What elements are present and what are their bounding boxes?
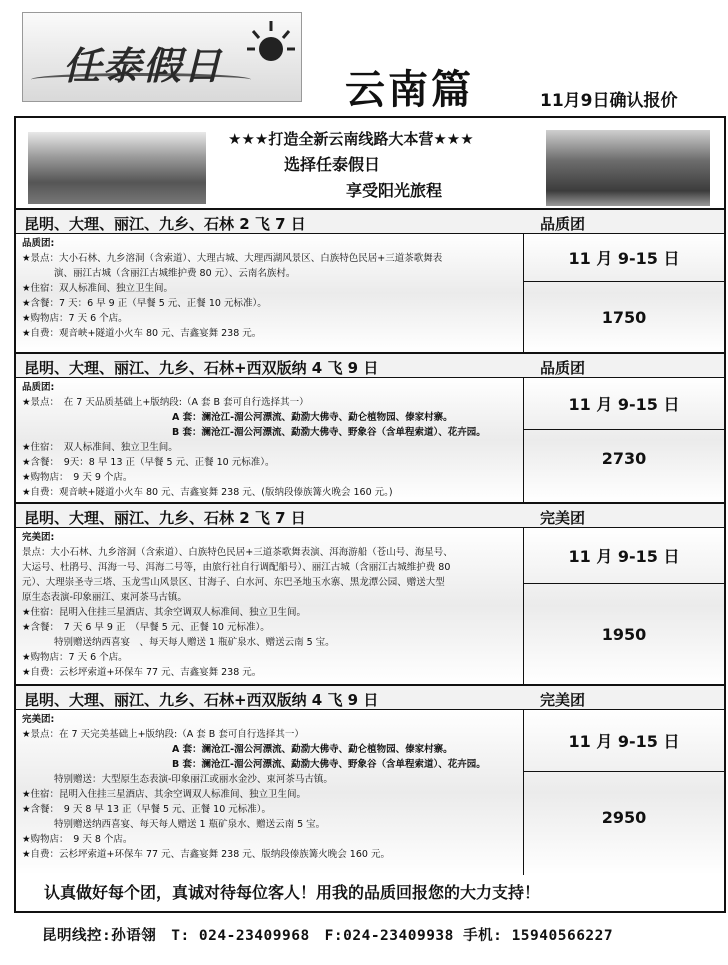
detail-line: ★住宿：双人标准间、独立卫生间。	[22, 283, 174, 294]
price: 1750	[601, 307, 647, 327]
price: 2730	[601, 448, 647, 468]
route-type: 完美团	[540, 509, 586, 527]
route-body	[16, 234, 724, 352]
detail-line: ★自费：云杉坪索道+环保车 77 元、吉鑫宴舞 238 元。	[22, 667, 262, 678]
detail-line: ★住宿：昆明入住挂三星酒店、其余空调双人标准间、独立卫生间。	[22, 789, 307, 800]
detail-line: 大运号、杜鹃号、洱海一号、洱海二号等，由旅行社自行调配船号）、丽江古城（含丽江古城维护费 80	[22, 562, 451, 573]
price-column	[524, 234, 724, 352]
route-header	[16, 208, 724, 234]
detail-line: ★含餐： 9天：8 早 13 正（早餐 5 元、正餐 10 元标准）。	[22, 457, 275, 468]
detail-line: ★住宿： 双人标准间、独立卫生间。	[22, 442, 178, 453]
itinerary-frame	[14, 116, 726, 913]
sun-icon	[245, 19, 297, 71]
contact-info: 昆明线控:孙语翎 T: 024-23409968 F:024-23409938 手机: 15940566227	[42, 928, 614, 944]
route-type: 完美团	[540, 691, 586, 709]
detail-line: ★含餐： 9 天 8 早 13 正（早餐 5 元、正餐 10 元标准）。	[22, 804, 272, 815]
banner	[16, 118, 724, 208]
detail-line: B 套：澜沧江-湄公河漂流、勐泐大佛寺、野象谷（含单程索道）、花卉园。	[172, 759, 486, 770]
route-details	[16, 378, 524, 502]
detail-line: 品质团:	[22, 238, 55, 249]
price-column	[524, 378, 724, 502]
detail-line: 完美团:	[22, 714, 55, 725]
departure-dates: 11 月 9-15 日	[524, 710, 724, 772]
route-header	[16, 502, 724, 528]
detail-line: A 套：澜沧江-湄公河漂流、勐泐大佛寺、勐仑植物园、傣家村寨。	[172, 744, 453, 755]
route-section	[16, 352, 724, 502]
detail-line: ★自费：观音峡+隧道小火车 80 元、吉鑫宴舞 238 元。	[22, 328, 262, 339]
detail-line: 元）、大理崇圣寺三塔、玉龙雪山风景区、甘海子、白水河、东巴圣地玉水寨、黑龙潭公园、赠送大型	[22, 577, 445, 588]
banner-slogan-3: 享受阳光旅程	[346, 181, 443, 200]
route-body	[16, 378, 724, 502]
detail-line: 特别赠送纳西喜宴 、每天每人赠送 1 瓶矿泉水、赠送云南 5 宝。	[54, 637, 335, 648]
route-header	[16, 352, 724, 378]
detail-line: B 套：澜沧江-湄公河漂流、勐泐大佛寺、野象谷（含单程索道）、花卉园。	[172, 427, 486, 438]
route-title: 昆明、大理、丽江、九乡、石林 2 飞 7 日	[24, 509, 306, 527]
detail-line: ★购物店： 9 天 8 个店。	[22, 834, 133, 845]
route-type: 品质团	[540, 215, 586, 233]
route-title: 昆明、大理、丽江、九乡、石林+西双版纳 4 飞 9 日	[24, 359, 379, 377]
route-title: 昆明、大理、丽江、九乡、石林 2 飞 7 日	[24, 215, 306, 233]
route-details	[16, 710, 524, 875]
route-section	[16, 502, 724, 684]
detail-line: ★自费：观音峡+隧道小火车 80 元、吉鑫宴舞 238 元、(版纳段傣族篝火晚会 160 元。)	[22, 487, 393, 498]
detail-line: ★景点：在 7 天完美基础上+版纳段:（A 套 B 套可自行选择其一）	[22, 729, 304, 740]
route-details	[16, 234, 524, 352]
price: 1950	[601, 624, 647, 644]
price: 2950	[601, 807, 647, 827]
price-column	[524, 528, 724, 684]
footer-slogan: 认真做好每个团，真诚对待每位客人！用我的品质回报您的大力支持！	[44, 883, 541, 902]
old-town-photo	[546, 130, 710, 206]
route-details	[16, 528, 524, 684]
detail-line: 景点：大小石林、九乡溶洞（含索道）、白族特色民居+三道茶歌舞表演、洱海游船（苍山号、海星号、	[22, 547, 453, 558]
detail-line: ★含餐：7 天：6 早 9 正（早餐 5 元、正餐 10 元标准）。	[22, 298, 267, 309]
price-column	[524, 710, 724, 875]
detail-line: 演、丽江古城（含丽江古城维护费 80 元）、云南名族村。	[54, 268, 296, 279]
stone-forest-photo	[28, 132, 206, 204]
detail-line: ★购物店： 9 天 9 个店。	[22, 472, 133, 483]
departure-dates: 11 月 9-15 日	[524, 528, 724, 584]
detail-line: A 套：澜沧江-湄公河漂流、勐泐大佛寺、勐仑植物园、傣家村寨。	[172, 412, 453, 423]
route-section	[16, 684, 724, 875]
company-logo	[22, 12, 302, 102]
route-type: 品质团	[540, 359, 586, 377]
header	[0, 0, 728, 116]
detail-line: ★景点：大小石林、九乡溶洞（含索道）、大理古城、大理西湖风景区、白族特色民居+三道茶歌舞表	[22, 253, 443, 264]
detail-line: 特别赠送纳西喜宴、每天每人赠送 1 瓶矿泉水、赠送云南 5 宝。	[54, 819, 326, 830]
detail-line: ★购物店：7 天 6 个店。	[22, 652, 128, 663]
route-title: 昆明、大理、丽江、九乡、石林+西双版纳 4 飞 9 日	[24, 691, 379, 709]
detail-line: ★自费：云杉坪索道+环保车 77 元、吉鑫宴舞 238 元、版纳段傣族篝火晚会 160 元。	[22, 849, 390, 860]
detail-line: ★含餐： 7 天 6 早 9 正 （早餐 5 元、正餐 10 元标准）。	[22, 622, 270, 633]
detail-line: 特别赠送：大型原生态表演-印象丽江或丽水金沙、束河茶马古镇。	[54, 774, 333, 785]
quote-date: 11月9日确认报价	[540, 91, 678, 111]
banner-slogan-2: 选择任泰假日	[284, 155, 381, 174]
logo-text: 任泰假日	[63, 43, 224, 88]
detail-line: ★购物店：7 天 6 个店。	[22, 313, 128, 324]
detail-line: ★住宿：昆明入住挂三星酒店、其余空调双人标准间、独立卫生间。	[22, 607, 307, 618]
banner-slogan-1: ★★★打造全新云南线路大本营★★★	[228, 130, 474, 148]
departure-dates: 11 月 9-15 日	[524, 234, 724, 282]
route-section	[16, 208, 724, 352]
detail-line: 完美团:	[22, 532, 55, 543]
departure-dates: 11 月 9-15 日	[524, 378, 724, 430]
detail-line: 品质团:	[22, 382, 55, 393]
page-title: 云南篇	[345, 67, 474, 113]
detail-line: ★景点： 在 7 天品质基础上+版纳段:（A 套 B 套可自行选择其一）	[22, 397, 309, 408]
route-body	[16, 528, 724, 684]
detail-line: 原生态表演-印象丽江、束河茶马古镇。	[22, 592, 187, 603]
route-header	[16, 684, 724, 710]
route-body	[16, 710, 724, 875]
